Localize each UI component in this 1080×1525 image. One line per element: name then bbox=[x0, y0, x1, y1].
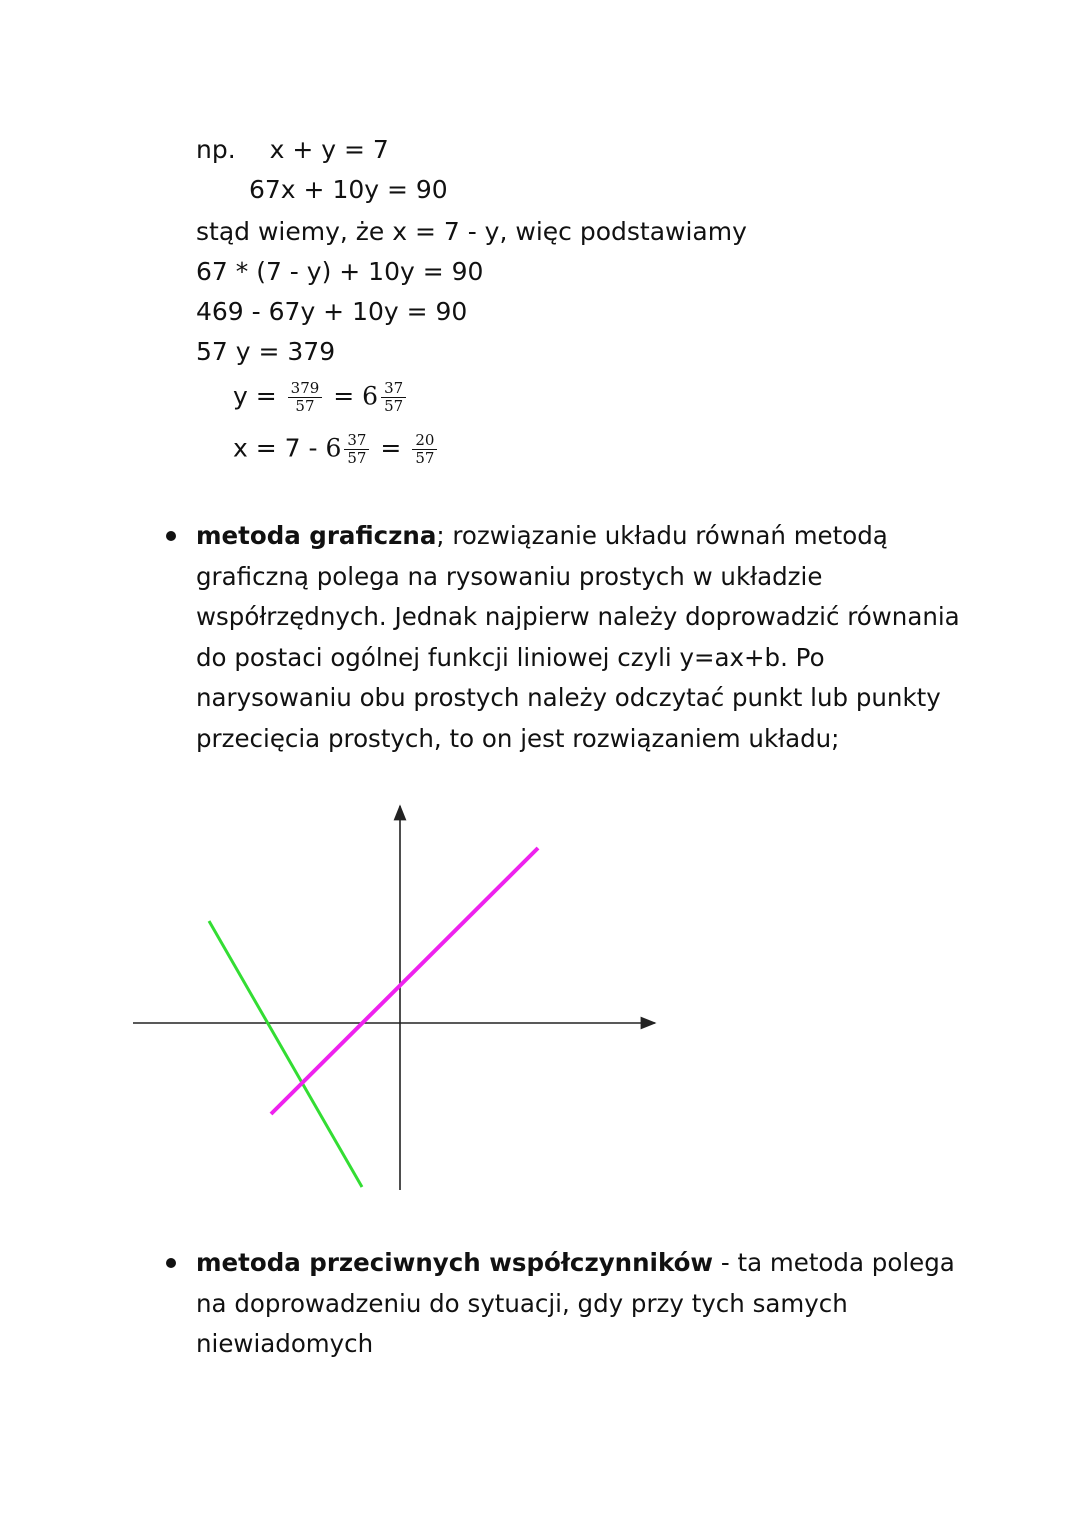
magenta-line bbox=[271, 848, 538, 1114]
example-prefix: np. bbox=[196, 135, 236, 164]
x-mixed-fraction: $\frac{37}{57}$ bbox=[344, 432, 369, 467]
opposite-coeff-method-paragraph bbox=[196, 1243, 976, 1365]
equation-1: x + y = 7 bbox=[269, 135, 389, 164]
example-eq1-line bbox=[196, 135, 389, 165]
coordinate-graph bbox=[120, 790, 680, 1200]
equation-2: 67x + 10y = 90 bbox=[249, 175, 448, 204]
graphic-method-title: metoda graficzna bbox=[196, 521, 437, 550]
y-lhs: y = bbox=[233, 381, 277, 411]
substitution-step: stąd wiemy, że x = 7 - y, więc podstawiamy bbox=[196, 217, 747, 246]
opposite-coeff-method-title: metoda przeciwnych współczynników bbox=[196, 1248, 714, 1277]
bullet-icon bbox=[166, 531, 176, 541]
opposite-coeff-method-text: - ta metoda polega na doprowadzeniu do sytuacji, gdy przy tych samych niewiadomych bbox=[196, 1248, 955, 1358]
x-lhs: x = 7 - bbox=[233, 433, 318, 463]
expanded-equation: 469 - 67y + 10y = 90 bbox=[196, 297, 468, 326]
simplified-equation: 57 y = 379 bbox=[196, 337, 336, 366]
bullet-icon bbox=[166, 1258, 176, 1268]
y-solution-line: y = $\frac{379}{57}$ = 6 $\frac{37}{57}$ bbox=[233, 380, 409, 415]
y-mixed-fraction: $\frac{37}{57}$ bbox=[381, 380, 406, 415]
x-solution-line: x = 7 - 6 $\frac{37}{57}$ = $\frac{20}{57}$ bbox=[233, 432, 440, 467]
x-result-fraction: $\frac{20}{57}$ bbox=[412, 432, 437, 467]
y-fraction: $\frac{379}{57}$ bbox=[288, 380, 323, 415]
substituted-equation: 67 * (7 - y) + 10y = 90 bbox=[196, 257, 484, 286]
graphic-method-paragraph bbox=[196, 516, 976, 759]
green-line bbox=[209, 921, 362, 1187]
graphic-method-text: ; rozwiązanie układu równań metodą graficzną polega na rysowaniu prostych w układzie współrzędnych. Jednak najpierw należy doprowadzić równania do postaci ogólnej funkcji liniowej czyli y=ax+b. Po narysowaniu obu prostych należy odczytać punkt lub punkty przecięcia prostych, to on jest rozwiązaniem układu; bbox=[196, 521, 960, 753]
